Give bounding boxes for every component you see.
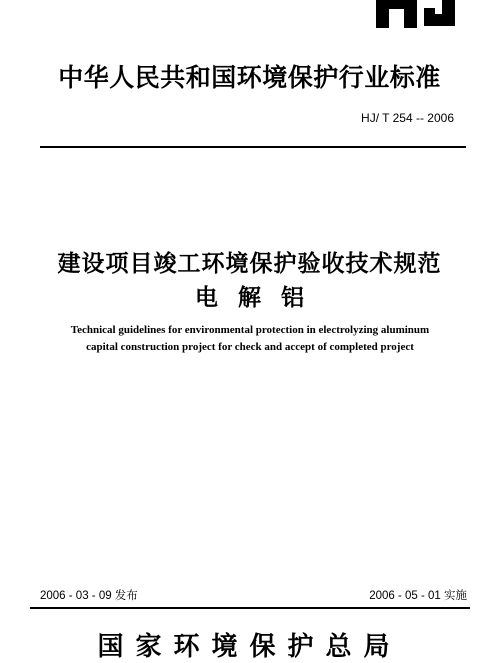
implementation-date: 2006 - 05 - 01 实施 (369, 590, 467, 602)
document-title: 建设项目竣工环境保护验收技术规范 (57, 251, 442, 277)
issuing-authority: 国家环境保护总局 (97, 632, 402, 662)
hj-logo (372, 0, 464, 28)
document-subtitle: 电解铝 (195, 285, 324, 311)
issue-date: 2006 - 03 - 09 发布 (40, 590, 138, 602)
standard-code: HJ/ T 254 -- 2006 (361, 111, 454, 125)
top-divider (40, 146, 466, 148)
standard-category-title: 中华人民共和国环境保护行业标准 (58, 63, 441, 92)
bottom-divider (30, 607, 470, 609)
english-title: Technical guidelines for environmental protection in electrolyzing aluminum capital construction project for check and accept of completed project (70, 324, 430, 353)
